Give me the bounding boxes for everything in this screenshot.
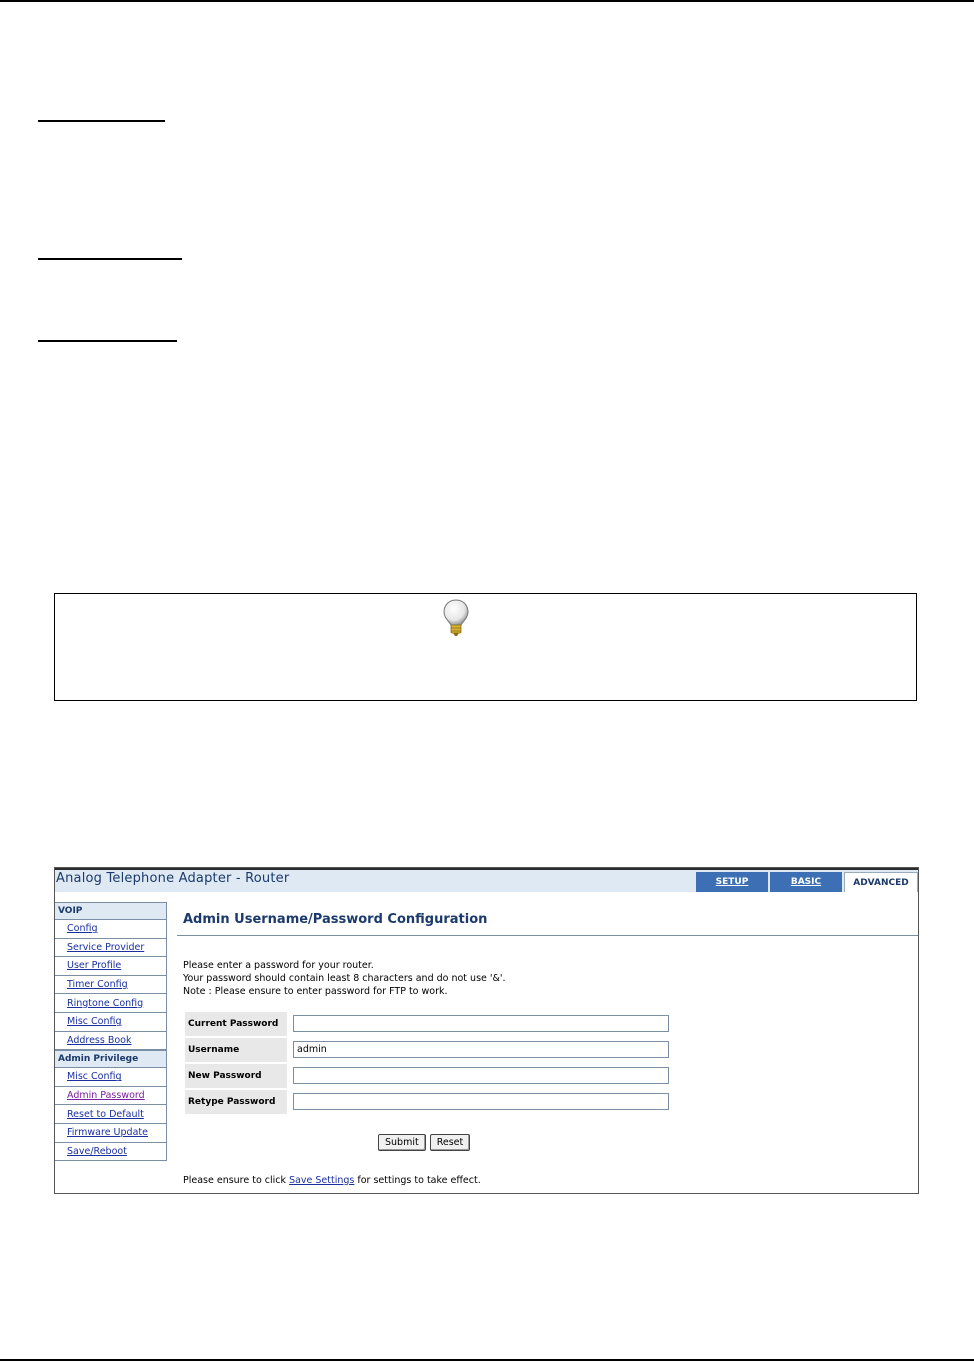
- new-password-row: [185, 1064, 671, 1090]
- new-password-label: New Password: [185, 1064, 287, 1088]
- tab-basic[interactable]: BASIC: [770, 872, 842, 892]
- sidebar-section-admin-privilege: Admin Privilege: [55, 1050, 166, 1068]
- instruction-line: Please enter a password for your router.: [183, 960, 374, 971]
- username-row: [185, 1038, 671, 1064]
- title-divider: [177, 935, 918, 936]
- router-title: Analog Telephone Adapter - Router: [56, 871, 290, 886]
- router-header: [55, 868, 918, 892]
- router-admin-screenshot: [54, 867, 919, 1194]
- sidebar-item-reset-to-default[interactable]: Reset to Default: [55, 1105, 166, 1124]
- submit-button[interactable]: Submit: [378, 1134, 426, 1151]
- sidebar-item-user-profile[interactable]: User Profile: [55, 957, 166, 976]
- instruction-line: Your password should contain least 8 characters and do not use '&'.: [183, 973, 506, 984]
- page-bottom-rule: [0, 1359, 974, 1361]
- username-input[interactable]: [293, 1041, 669, 1058]
- reset-button[interactable]: Reset: [430, 1134, 471, 1151]
- main-content: [183, 912, 918, 1186]
- instruction-line: Note : Please ensure to enter password for FTP to work.: [183, 986, 448, 997]
- sidebar-item-admin-password[interactable]: Admin Password: [55, 1087, 166, 1106]
- heading-underline-2: [38, 258, 182, 260]
- tab-advanced[interactable]: ADVANCED: [844, 872, 918, 892]
- retype-password-row: [185, 1090, 671, 1116]
- tab-setup[interactable]: SETUP: [696, 872, 768, 892]
- sidebar-item-misc-config-admin[interactable]: Misc Config: [55, 1068, 166, 1087]
- password-form: [185, 1012, 671, 1116]
- sidebar-item-address-book[interactable]: Address Book: [55, 1032, 166, 1051]
- sidebar-item-config[interactable]: Config: [55, 920, 166, 939]
- sidebar-nav: [55, 902, 167, 1161]
- username-label: Username: [185, 1038, 287, 1062]
- footer-note: [183, 1175, 481, 1186]
- sidebar-item-timer-config[interactable]: Timer Config: [55, 976, 166, 995]
- sidebar-item-ringtone-config[interactable]: Ringtone Config: [55, 994, 166, 1013]
- lightbulb-icon: [442, 598, 470, 638]
- footer-suffix: for settings to take effect.: [354, 1175, 481, 1186]
- save-settings-link[interactable]: Save Settings: [289, 1175, 355, 1186]
- footer-prefix: Please ensure to click: [183, 1175, 290, 1186]
- sidebar-item-save-reboot[interactable]: Save/Reboot: [55, 1143, 166, 1162]
- retype-password-input[interactable]: [293, 1093, 669, 1110]
- sidebar-section-voip: VOIP: [55, 902, 166, 920]
- instructions: [183, 959, 506, 998]
- heading-underline-1: [38, 120, 165, 122]
- sidebar-item-service-provider[interactable]: Service Provider: [55, 939, 166, 958]
- page-title: Admin Username/Password Configuration: [183, 912, 488, 927]
- sidebar-item-misc-config-voip[interactable]: Misc Config: [55, 1013, 166, 1032]
- current-password-label: Current Password: [185, 1012, 287, 1036]
- heading-underline-3: [38, 340, 177, 342]
- tip-box: [54, 593, 917, 701]
- retype-password-label: Retype Password: [185, 1090, 287, 1114]
- current-password-row: [185, 1012, 671, 1038]
- form-buttons: [378, 1134, 470, 1151]
- page-top-rule: [0, 0, 974, 2]
- router-tabs: [694, 872, 918, 894]
- current-password-input[interactable]: [293, 1015, 669, 1032]
- new-password-input[interactable]: [293, 1067, 669, 1084]
- sidebar-item-firmware-update[interactable]: Firmware Update: [55, 1124, 166, 1143]
